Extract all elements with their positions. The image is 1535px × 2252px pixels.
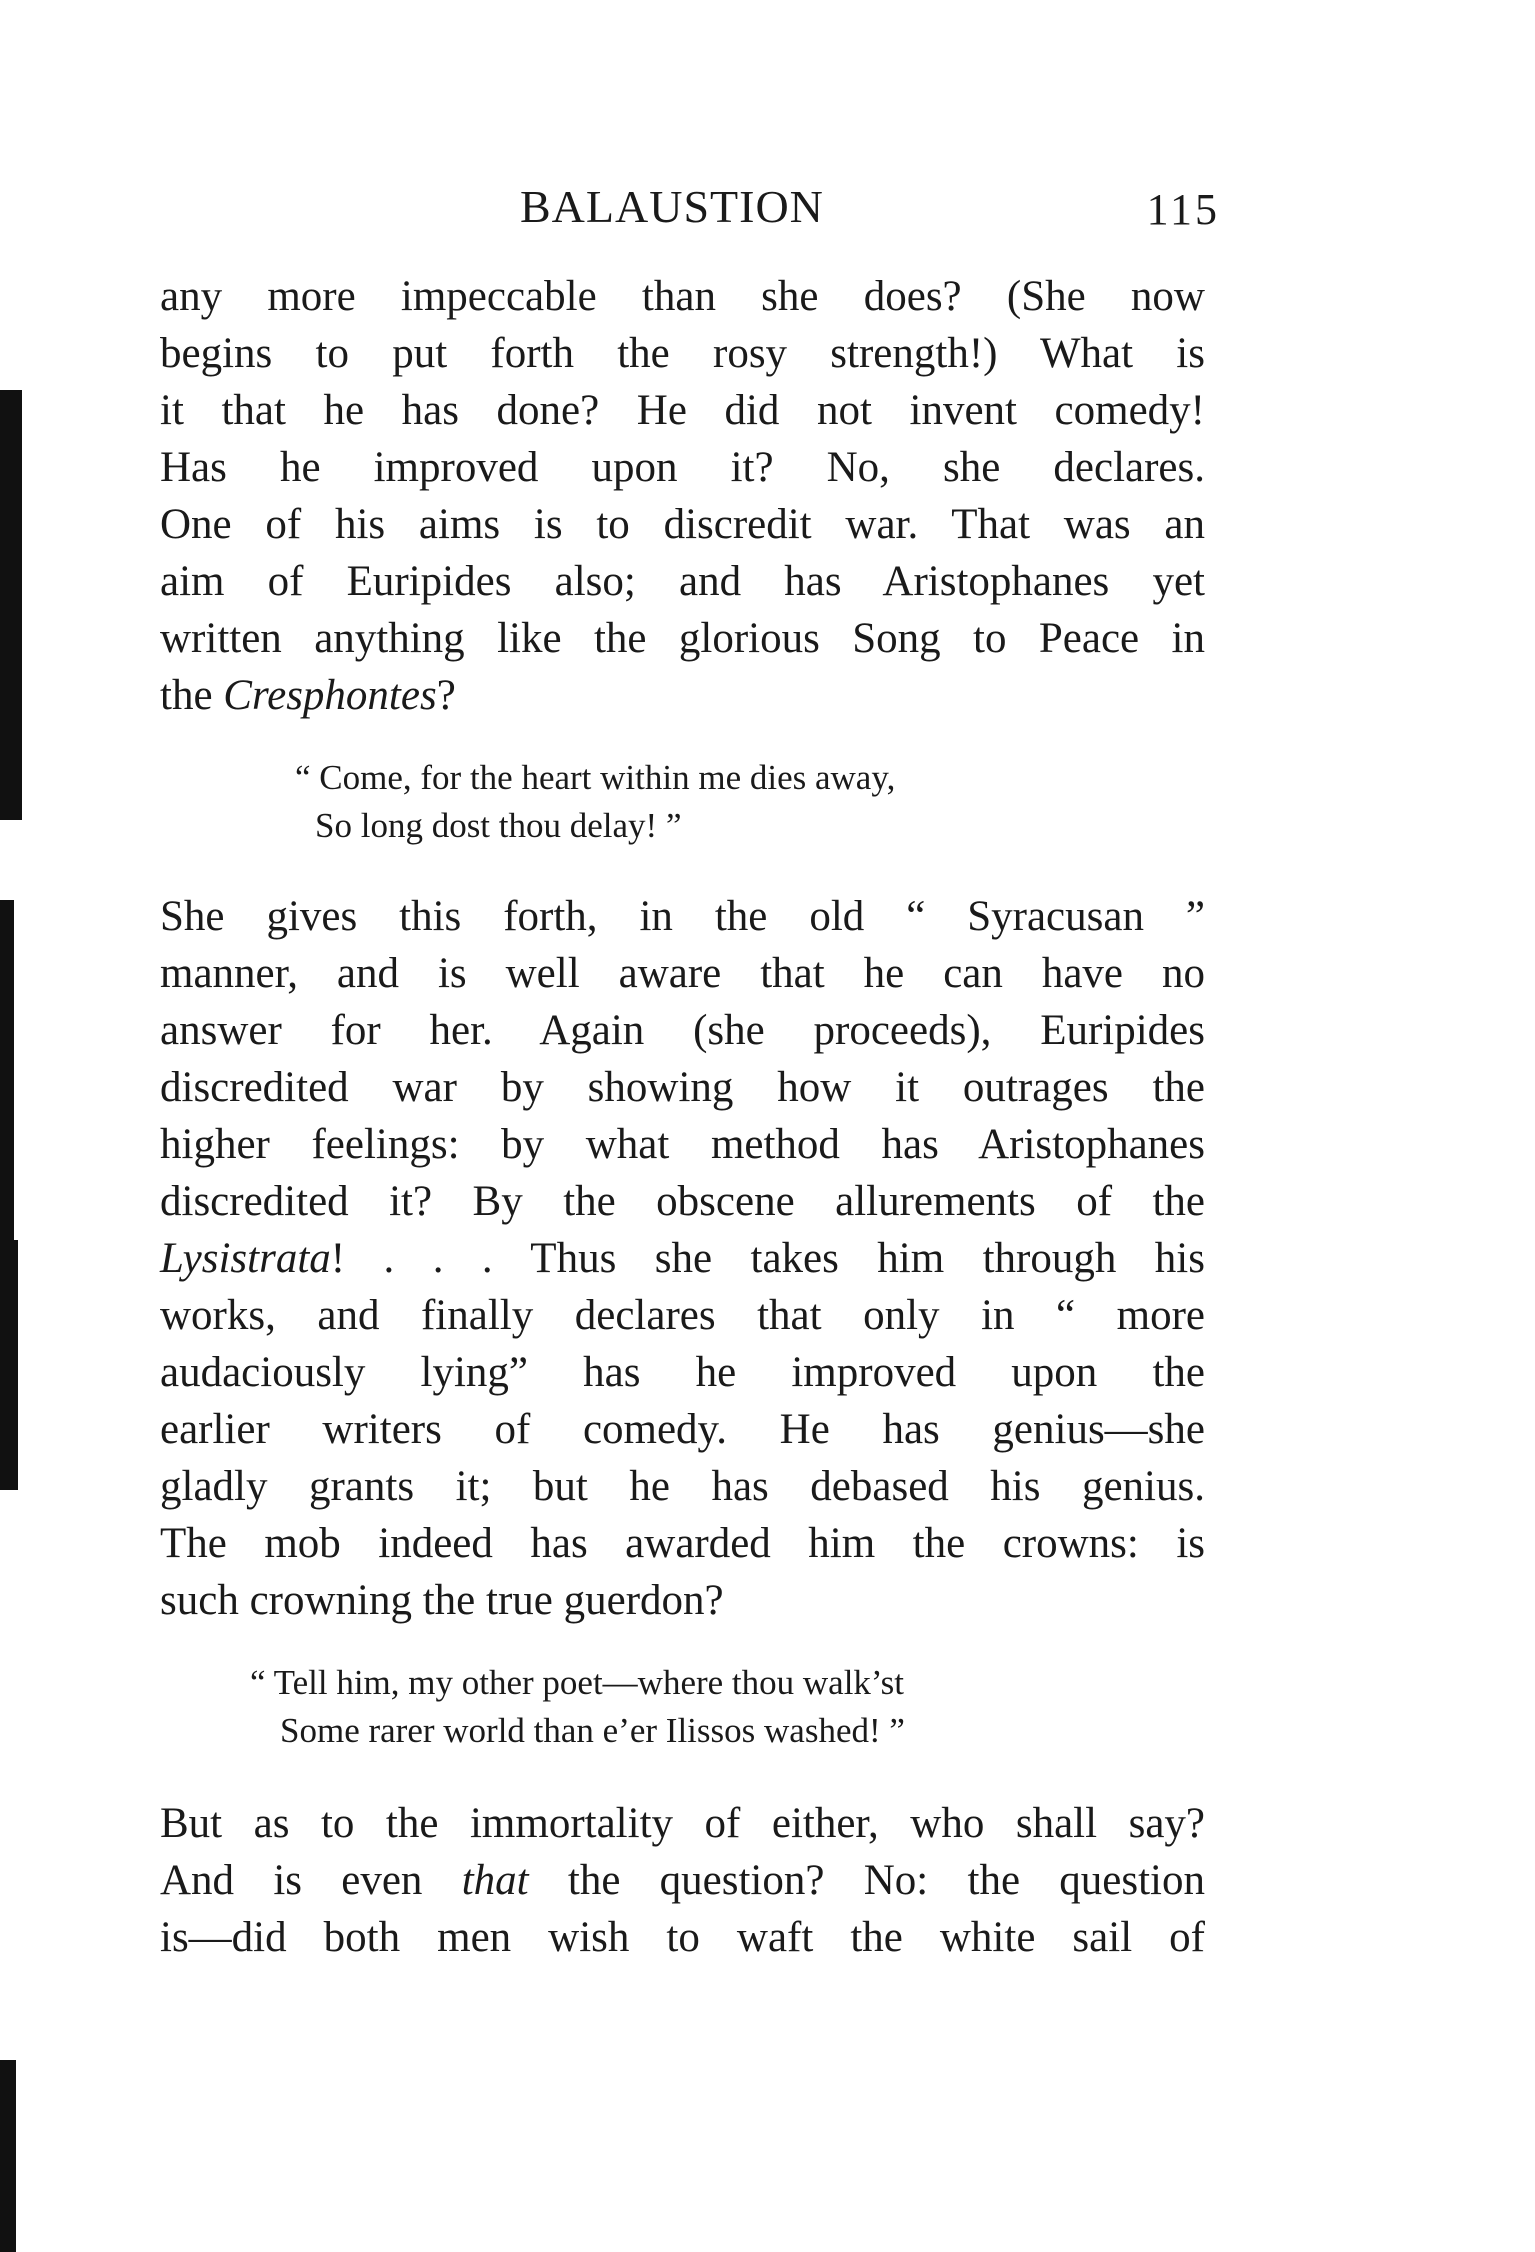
text-line: is—did both men wish to waft the white sail of: [160, 1914, 1205, 1961]
text-line: One of his aims is to discredit war. That was an: [160, 501, 1205, 548]
text-line: begins to put forth the rosy strength!) What is: [160, 330, 1205, 377]
text-line: answer for her. Again (she proceeds), Euripides: [160, 1007, 1205, 1054]
text-line: Lysistrata! . . . Thus she takes him through his: [160, 1235, 1205, 1282]
verse-line: “ Come, for the heart within me dies away,: [295, 758, 896, 797]
page-header: [160, 180, 1220, 240]
text-line: works, and finally declares that only in “ more: [160, 1292, 1205, 1339]
italic-word: that: [461, 1857, 529, 1904]
page-number: 115: [1146, 185, 1220, 234]
text-line: Has he improved upon it? No, she declares.: [160, 444, 1205, 491]
italic-title: Lysistrata: [160, 1235, 331, 1282]
binding-shadow-upper: [0, 390, 22, 820]
verse-line: Some rarer world than e’er Ilissos washed! ”: [280, 1711, 905, 1750]
text-line: gladly grants it; but he has debased his genius.: [160, 1463, 1205, 1510]
running-head: BALAUSTION: [520, 181, 824, 232]
text-line: written anything like the glorious Song to Peace in: [160, 615, 1205, 662]
text-line: audaciously lying” has he improved upon the: [160, 1349, 1205, 1396]
binding-shadow-middle: [0, 900, 14, 1240]
verse-line: So long dost thou delay! ”: [315, 806, 682, 845]
text-line: discredited it? By the obscene allurements of the: [160, 1178, 1205, 1225]
paragraph-3: [160, 1795, 1205, 1966]
text-line: higher feelings: by what method has Aristophanes: [160, 1121, 1205, 1168]
text-line: aim of Euripides also; and has Aristophanes yet: [160, 558, 1205, 605]
verse-quote-1: [295, 754, 1205, 850]
text-line: She gives this forth, in the old “ Syracusan ”: [160, 893, 1205, 940]
binding-shadow-bottom: [0, 2060, 16, 2252]
paragraph-1: [160, 268, 1205, 724]
text-line: But as to the immortality of either, who shall say?: [160, 1800, 1205, 1847]
text-line: any more impeccable than she does? (She now: [160, 273, 1205, 320]
verse-quote-2: [250, 1659, 1205, 1755]
paragraph-2: [160, 888, 1205, 1629]
text-line: manner, and is well aware that he can have no: [160, 950, 1205, 997]
text-block: [160, 268, 1205, 1966]
text-line: the Cresphontes?: [160, 672, 456, 719]
text-line: The mob indeed has awarded him the crowns: is: [160, 1520, 1205, 1567]
text-line: earlier writers of comedy. He has genius—she: [160, 1406, 1205, 1453]
binding-shadow-lower: [0, 1240, 18, 1490]
verse-line: “ Tell him, my other poet—where thou walk’st: [250, 1663, 904, 1702]
text-line: discredited war by showing how it outrages the: [160, 1064, 1205, 1111]
text-line: it that he has done? He did not invent comedy!: [160, 387, 1205, 434]
text-line: such crowning the true guerdon?: [160, 1577, 724, 1624]
text-line: And is even that the question? No: the question: [160, 1857, 1206, 1904]
italic-title: Cresphontes: [223, 672, 437, 719]
